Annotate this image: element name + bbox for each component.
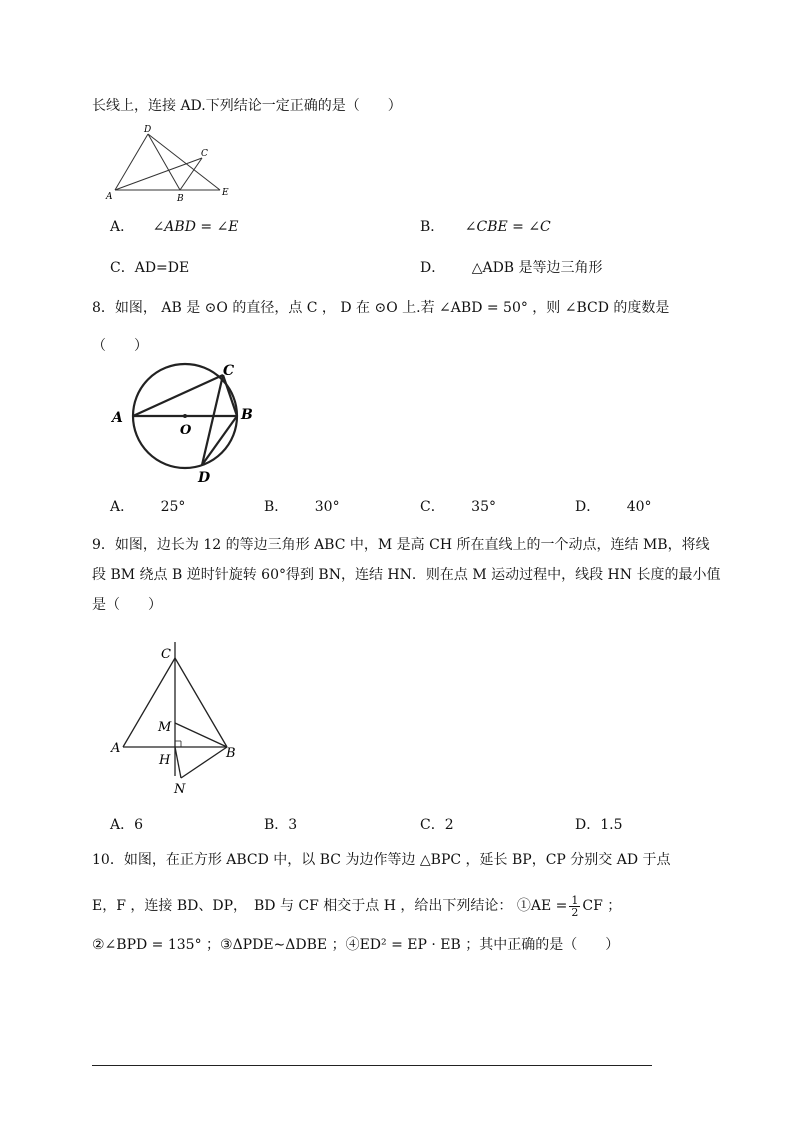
q8-label-b: B bbox=[241, 407, 253, 423]
q7-option-a-text: ∠ABD = ∠E bbox=[152, 219, 239, 235]
q7-option-c[interactable] bbox=[110, 258, 189, 278]
q9-label-c: C bbox=[161, 647, 171, 662]
q7-option-d[interactable] bbox=[420, 258, 603, 278]
q8-option-d-text: 40° bbox=[626, 499, 652, 515]
q9-label-h: H bbox=[159, 753, 171, 768]
q7-option-b-letter: B． bbox=[420, 219, 445, 235]
q7-option-d-text: △ADB 是等边三角形 bbox=[471, 260, 603, 276]
footer-rule bbox=[92, 1065, 652, 1066]
q8-option-c-letter: C． bbox=[420, 499, 445, 515]
q9-figure bbox=[105, 638, 250, 807]
q7-option-b[interactable] bbox=[420, 217, 551, 237]
q8-option-a[interactable] bbox=[110, 497, 185, 517]
q10-line-3: ②∠BPD = 135° ；③ΔPDE∼ΔDBE ；④ED² = EP · EB ；其中正确的是（ ） bbox=[92, 937, 620, 953]
q7-label-c: C bbox=[201, 149, 208, 159]
q8-line-1: 8．如图， AB 是 ⊙O 的直径，点 C ， D 在 ⊙O 上.若 ∠ABD = 50° ，则 ∠BCD 的度数是 bbox=[92, 300, 670, 316]
q7-label-d: D bbox=[144, 125, 152, 135]
q8-option-a-letter: A． bbox=[110, 499, 135, 515]
q7-label-b: B bbox=[177, 194, 184, 204]
q7-label-a: A bbox=[106, 192, 113, 202]
q10-line-2-post: CF ； bbox=[582, 898, 622, 914]
q7-option-c-letter: C． bbox=[110, 260, 135, 276]
q9-label-a: A bbox=[111, 741, 121, 756]
q8-option-b-letter: B． bbox=[264, 499, 289, 515]
q8-label-o: O bbox=[180, 423, 192, 438]
q10-fraction bbox=[569, 895, 580, 918]
q8-line-2: （ ） bbox=[92, 338, 148, 354]
q8-option-a-text: 25° bbox=[160, 499, 186, 515]
q9-option-c[interactable]: C．2 bbox=[420, 817, 454, 833]
q8-option-d-letter: D． bbox=[575, 499, 601, 515]
q7-option-c-text: AD=DE bbox=[134, 260, 190, 276]
q8-option-d[interactable] bbox=[575, 497, 652, 517]
q7-option-b-text: ∠CBE = ∠C bbox=[464, 219, 551, 235]
q10-line-1: 10．如图，在正方形 ABCD 中，以 BC 为边作等边 △BPC ，延长 BP，CP 分别交 AD 于点 bbox=[92, 852, 671, 868]
q8-label-c: C bbox=[223, 363, 235, 379]
q8-option-c[interactable] bbox=[420, 497, 496, 517]
q9-line-1: 9．如图，边长为 12 的等边三角形 ABC 中，M 是高 CH 所在直线上的一个动点，连结 MB，将线 bbox=[92, 537, 710, 553]
q7-option-a-letter: A． bbox=[110, 219, 135, 235]
q9-option-a[interactable]: A．6 bbox=[110, 817, 144, 833]
q9-label-b: B bbox=[226, 746, 236, 761]
q7-label-e: E bbox=[222, 188, 229, 198]
q7-figure bbox=[100, 120, 240, 209]
q10-fraction-num: 1 bbox=[571, 893, 579, 907]
q8-option-c-text: 35° bbox=[471, 499, 496, 515]
q10-fraction-den: 2 bbox=[571, 905, 579, 919]
q7-stem-tail: 长线上，连接 AD.下列结论一定正确的是（ ） bbox=[92, 98, 402, 114]
q9-label-m: M bbox=[158, 720, 172, 735]
q8-figure bbox=[105, 360, 265, 494]
q8-option-b-text: 30° bbox=[314, 499, 340, 515]
q9-line-3: 是（ ） bbox=[92, 597, 162, 613]
q10-line-2 bbox=[92, 892, 621, 920]
q8-option-b[interactable] bbox=[264, 497, 340, 517]
q7-option-a[interactable] bbox=[110, 217, 239, 237]
q7-option-d-letter: D． bbox=[420, 260, 446, 276]
q9-label-n: N bbox=[174, 782, 186, 797]
q9-line-2: 段 BM 绕点 B 逆时针旋转 60°得到 BN，连结 HN．则在点 M 运动过程中，线段 HN 长度的最小值 bbox=[92, 567, 721, 583]
q10-line-2-pre: E，F ，连接 BD、DP， BD 与 CF 相交于点 H ，给出下列结论： ①AE = bbox=[92, 898, 568, 914]
q8-label-d: D bbox=[198, 470, 211, 486]
q8-label-a: A bbox=[112, 410, 123, 426]
q9-option-b[interactable]: B．3 bbox=[264, 817, 298, 833]
q9-option-d[interactable]: D．1.5 bbox=[575, 817, 623, 833]
